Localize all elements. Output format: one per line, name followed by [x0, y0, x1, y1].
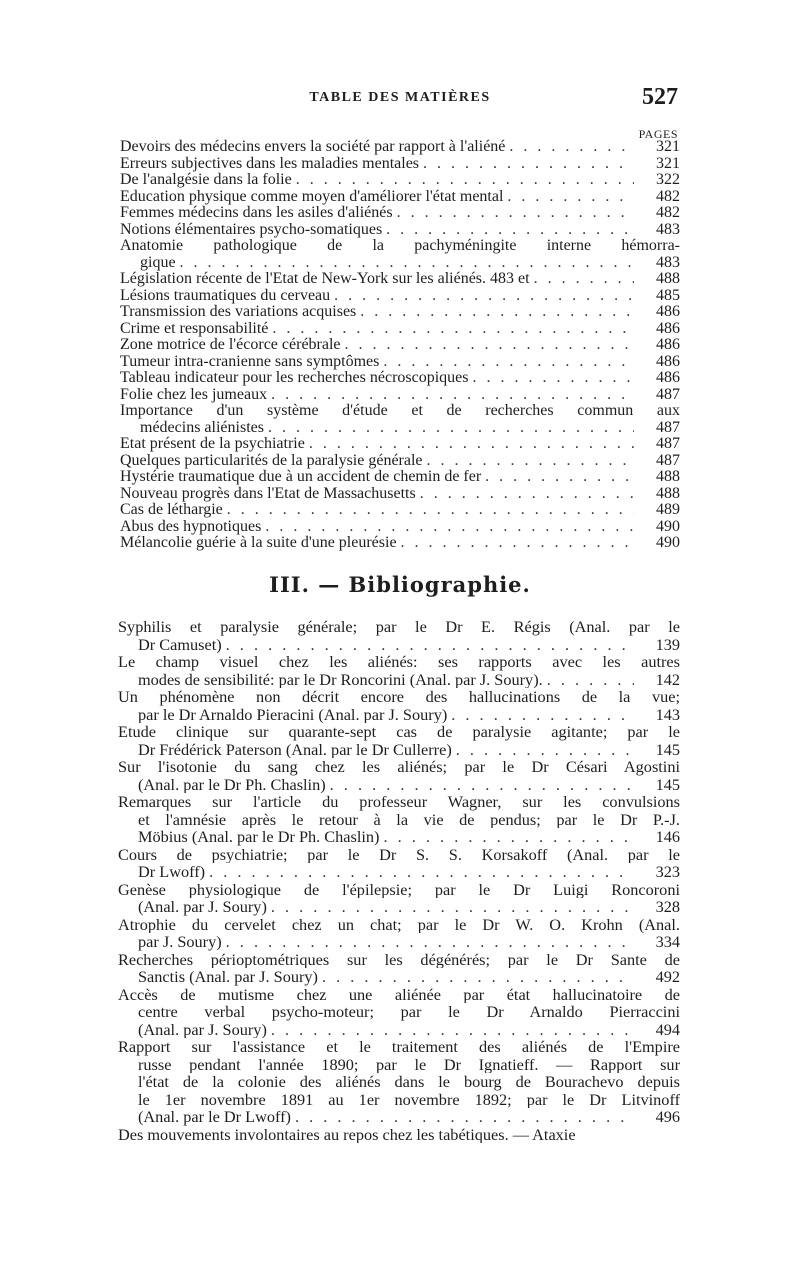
- entry-text: Quelques particularités de la paralysie générale: [120, 452, 423, 469]
- bibliography-entry: [118, 618, 680, 653]
- entry-line: [118, 723, 680, 741]
- entry-line: [118, 653, 680, 671]
- entry-text: Crime et responsabilité: [120, 320, 269, 337]
- dot-leader: [345, 337, 634, 354]
- page-ref: 487: [656, 452, 680, 469]
- page-ref: 486: [656, 353, 680, 370]
- entry-line: [120, 222, 680, 239]
- entry-line: [118, 706, 680, 724]
- entry-line: [118, 688, 680, 706]
- page-ref: 334: [655, 933, 680, 951]
- bibliography-entry: [118, 916, 680, 951]
- entry-text: Genèse physiologique de l'épilepsie; par le Dr Luigi Roncoroni: [118, 880, 680, 898]
- entry-line: [120, 205, 680, 222]
- toc-entry: [120, 535, 680, 552]
- page-ref: 145: [655, 740, 680, 758]
- entry-line: [120, 354, 680, 371]
- page-ref: 323: [655, 863, 680, 881]
- section-heading: III. — Bibliographie.: [269, 572, 531, 597]
- entry-text: Cas de léthargie: [120, 502, 223, 518]
- page-ref: 139: [655, 635, 680, 653]
- page-ref: 496: [655, 1108, 680, 1126]
- entry-line: [118, 811, 680, 829]
- entry-line: [120, 271, 680, 288]
- bibliography-entry: [118, 758, 680, 793]
- page-ref: 489: [656, 502, 680, 518]
- entry-line: [118, 1091, 680, 1109]
- toc-entry: [120, 238, 680, 271]
- entry-text: Tumeur intra-cranienne sans symptômes: [120, 353, 380, 370]
- entry-line: [120, 321, 680, 338]
- toc-entry: [120, 304, 680, 321]
- entry-line: [118, 968, 680, 986]
- page-ref: 483: [656, 221, 680, 238]
- entry-text: Sanctis (Anal. par J. Soury): [138, 968, 318, 986]
- entry-line: [118, 1073, 680, 1091]
- entry-line: [118, 916, 680, 934]
- toc-entry: [120, 271, 680, 288]
- entry-line: [120, 469, 680, 486]
- page-ref: 488: [656, 485, 680, 502]
- entry-text: Anatomie pathologique de la pachyméningite interne hémorra-: [120, 238, 680, 254]
- entry-text: Transmission des variations acquises: [120, 304, 357, 320]
- dot-leader: [507, 189, 634, 206]
- page-ref: 142: [655, 670, 680, 688]
- entry-line: [120, 519, 680, 536]
- entry-text: médecins aliénistes: [140, 419, 264, 436]
- entry-line: [118, 933, 680, 951]
- entry-text: (Anal. par J. Soury): [138, 1020, 267, 1038]
- toc-entry: [120, 354, 680, 371]
- page-ref: 494: [655, 1020, 680, 1038]
- entry-line: [120, 189, 680, 206]
- dot-leader: [226, 933, 634, 951]
- entry-line: [118, 776, 680, 794]
- pages-column-label: PAGES: [638, 127, 678, 141]
- entry-text: Folie chez les jumeaux: [120, 386, 268, 403]
- entry-text: Le champ visuel chez les aliénés: ses rapports avec les autres: [118, 653, 680, 671]
- entry-line: [120, 387, 680, 404]
- entry-text: Rapport sur l'assistance et le traitement des aliénés de l'Empire: [118, 1038, 680, 1056]
- dot-leader: [209, 863, 634, 881]
- page-ref: 321: [656, 139, 680, 155]
- toc-entry: [120, 139, 680, 156]
- entry-line: [120, 420, 680, 437]
- toc-entry: [120, 156, 680, 173]
- entry-line: [118, 636, 680, 654]
- entry-text: Tableau indicateur pour les recherches nécroscopiques: [120, 370, 469, 386]
- bibliography-entry: [118, 881, 680, 916]
- entry-text: par J. Soury): [138, 933, 222, 951]
- dot-leader: [296, 172, 634, 189]
- entry-text: Femmes médecins dans les asiles d'aliénés: [120, 205, 393, 221]
- page-ref: 486: [656, 337, 680, 353]
- dot-leader: [473, 370, 635, 387]
- entry-line: [118, 863, 680, 881]
- bibliography-entry: [118, 723, 680, 758]
- entry-line: [118, 898, 680, 916]
- dot-leader: [334, 288, 634, 305]
- entry-text: (Anal. par le Dr Ph. Chaslin): [138, 775, 326, 793]
- entry-text: le 1er novembre 1891 au 1er novembre 1892; par le Dr Litvinoff: [138, 1090, 680, 1108]
- entry-text: Dr Lwoff): [138, 863, 206, 881]
- entry-text: Hystérie traumatique due à un accident de chemin de fer: [120, 469, 482, 485]
- entry-text: Des mouvements involontaires au repos chez les tabétiques. — Ataxie: [118, 1125, 576, 1143]
- entry-line: [118, 1108, 680, 1126]
- page-ref: 490: [656, 535, 680, 551]
- toc-entry: [120, 205, 680, 222]
- entry-text: Dr Frédérick Paterson (Anal. par le Dr Cullerre): [138, 740, 452, 758]
- page-ref: 483: [656, 254, 680, 271]
- entry-text: Education physique comme moyen d'améliorer l'état mental: [120, 188, 504, 205]
- entry-text: et l'amnésie après le retour à la vie de pendus; par le Dr P.-J.: [138, 810, 680, 828]
- dot-leader: [423, 156, 634, 173]
- entry-line: [118, 951, 680, 969]
- page-ref: 486: [656, 370, 680, 386]
- entry-line: [118, 828, 680, 846]
- dot-leader: [268, 420, 634, 437]
- page-ref: 328: [655, 898, 680, 916]
- page-ref: 488: [656, 271, 680, 287]
- toc-entry: [120, 337, 680, 354]
- entry-text: Etat présent de la psychiatrie: [120, 436, 305, 452]
- entry-text: Importance d'un système d'étude et de recherches commun aux: [120, 403, 680, 419]
- entry-text: Devoirs des médecins envers la société par rapport à l'aliéné: [120, 139, 506, 155]
- dot-leader: [509, 139, 634, 156]
- toc-entry: [120, 189, 680, 206]
- entry-text: Atrophie du cervelet chez un chat; par le Dr W. O. Krohn (Anal.: [118, 915, 680, 933]
- dot-leader: [383, 828, 634, 846]
- page-number: 527: [642, 84, 678, 110]
- toc-entry: [120, 436, 680, 453]
- dot-leader: [271, 1021, 634, 1039]
- entry-line: [120, 255, 680, 272]
- entry-text: Dr Camuset): [138, 635, 222, 653]
- entry-text: De l'analgésie dans la folie: [120, 172, 292, 188]
- bibliography-list: [118, 618, 680, 1143]
- entry-text: modes de sensibilité: par le Dr Roncorini (Anal. par J. Soury).: [138, 670, 543, 688]
- toc-entry: [120, 288, 680, 305]
- entry-line: [120, 436, 680, 453]
- page-ref: 487: [656, 386, 680, 403]
- entry-line: [118, 986, 680, 1004]
- entry-text: Abus des hypnotiques: [120, 518, 262, 535]
- bibliography-entry: [118, 986, 680, 1039]
- entry-line: [120, 502, 680, 519]
- entry-line: [120, 304, 680, 321]
- entry-text: Syphilis et paralysie générale; par le Dr E. Régis (Anal. par le: [118, 618, 680, 636]
- bibliography-entry: [118, 688, 680, 723]
- table-of-contents-list: [120, 139, 680, 552]
- page-ref: 488: [656, 469, 680, 485]
- dot-leader: [272, 321, 634, 338]
- entry-text: (Anal. par le Dr Lwoff): [138, 1108, 291, 1126]
- page-ref: 482: [656, 188, 680, 205]
- entry-line: [118, 618, 680, 636]
- dot-leader: [401, 535, 634, 552]
- entry-line: [120, 403, 680, 420]
- entry-text: (Anal. par J. Soury): [138, 898, 267, 916]
- page-ref: 482: [656, 205, 680, 221]
- bibliography-entry: [118, 846, 680, 881]
- entry-text: Cours de psychiatrie; par le Dr S. S. Korsakoff (Anal. par le: [118, 845, 680, 863]
- entry-line: [120, 156, 680, 173]
- toc-entry: [120, 502, 680, 519]
- page-ref: 145: [655, 775, 680, 793]
- dot-leader: [383, 354, 634, 371]
- entry-line: [120, 172, 680, 189]
- entry-line: [118, 793, 680, 811]
- bibliography-entry: [118, 793, 680, 846]
- dot-leader: [386, 222, 634, 239]
- page-ref: 321: [656, 155, 680, 172]
- entry-text: Remarques sur l'article du professeur Wagner, sur les convulsions: [118, 793, 680, 811]
- dot-leader: [485, 469, 634, 486]
- entry-line: [120, 288, 680, 305]
- dot-leader: [456, 741, 634, 759]
- entry-line: [118, 1038, 680, 1056]
- toc-entry: [120, 387, 680, 404]
- entry-line: [118, 758, 680, 776]
- entry-line: [118, 741, 680, 759]
- entry-text: Un phénomène non décrit encore des hallucinations de la vue;: [118, 688, 680, 706]
- entry-text: Notions élémentaires psycho-somatiques: [120, 221, 383, 238]
- toc-entry: [120, 222, 680, 239]
- dot-leader: [451, 706, 634, 724]
- entry-line: [118, 671, 680, 689]
- toc-entry: [120, 453, 680, 470]
- entry-text: par le Dr Arnaldo Pieracini (Anal. par J. Soury): [138, 705, 448, 723]
- entry-line: [118, 846, 680, 864]
- page-ref: 322: [656, 172, 680, 188]
- dot-leader: [295, 1108, 634, 1126]
- entry-text: russe pendant l'année 1890; par le Dr Ignatieff. — Rapport sur: [138, 1055, 680, 1073]
- entry-line: [120, 139, 680, 156]
- dot-leader: [180, 255, 634, 272]
- entry-line: [120, 486, 680, 503]
- entry-line: [118, 881, 680, 899]
- page-ref: 492: [655, 968, 680, 986]
- bibliography-entry: [118, 653, 680, 688]
- entry-line: [120, 535, 680, 552]
- toc-entry: [120, 370, 680, 387]
- dot-leader: [330, 776, 634, 794]
- dot-leader: [265, 519, 634, 536]
- entry-text: Erreurs subjectives dans les maladies mentales: [120, 155, 420, 172]
- bibliography-entry: [118, 1126, 680, 1144]
- toc-entry: [120, 321, 680, 338]
- entry-text: gique: [140, 254, 176, 271]
- dot-leader: [226, 636, 634, 654]
- entry-line: [120, 238, 680, 255]
- entry-line: [118, 1021, 680, 1039]
- page-ref: 486: [656, 304, 680, 320]
- page-ref: 485: [656, 287, 680, 304]
- page-ref: 143: [655, 705, 680, 723]
- entry-text: Etude clinique sur quarante-sept cas de paralysie agitante; par le: [118, 723, 680, 741]
- entry-text: Sur l'isotonie du sang chez les aliénés; par le Dr Césari Agostini: [118, 758, 680, 776]
- page-ref: 490: [656, 518, 680, 535]
- toc-entry: [120, 403, 680, 436]
- entry-line: [120, 370, 680, 387]
- toc-entry: [120, 469, 680, 486]
- entry-text: Möbius (Anal. par le Dr Ph. Chaslin): [138, 828, 380, 846]
- entry-line: [120, 453, 680, 470]
- entry-line: [118, 1126, 680, 1144]
- toc-entry: [120, 486, 680, 503]
- entry-text: centre verbal psycho-moteur; par le Dr Arnaldo Pierraccini: [138, 1003, 680, 1021]
- page-ref: 486: [656, 320, 680, 337]
- entry-text: Lésions traumatiques du cerveau: [120, 287, 331, 304]
- entry-text: Nouveau progrès dans l'Etat de Massachusetts: [120, 485, 416, 502]
- dot-leader: [322, 968, 634, 986]
- dot-leader: [427, 453, 634, 470]
- entry-text: Zone motrice de l'écorce cérébrale: [120, 337, 341, 353]
- running-title: TABLE DES MATIÈRES: [309, 90, 491, 105]
- dot-leader: [271, 898, 634, 916]
- entry-text: Mélancolie guérie à la suite d'une pleurésie: [120, 535, 397, 551]
- page-ref: 487: [656, 436, 680, 452]
- dot-leader: [227, 502, 634, 519]
- page-ref: 487: [656, 419, 680, 436]
- entry-line: [118, 1003, 680, 1021]
- entry-text: Accès de mutisme chez une aliénée par état hallucinatoire de: [118, 985, 680, 1003]
- dot-leader: [534, 271, 634, 288]
- dot-leader: [360, 304, 634, 321]
- dot-leader: [547, 671, 634, 689]
- entry-text: Recherches périoptométriques sur les dégénérés; par le Dr Sante de: [118, 950, 680, 968]
- page-ref: 146: [655, 828, 680, 846]
- entry-text: Législation récente de l'Etat de New-York sur les aliénés. 483 et: [120, 271, 530, 287]
- dot-leader: [420, 486, 634, 503]
- toc-entry: [120, 519, 680, 536]
- bibliography-entry: [118, 1038, 680, 1126]
- bibliography-entry: [118, 951, 680, 986]
- entry-line: [120, 337, 680, 354]
- entry-line: [118, 1056, 680, 1074]
- toc-entry: [120, 172, 680, 189]
- dot-leader: [397, 205, 634, 222]
- dot-leader: [271, 387, 634, 404]
- entry-text: l'état de la colonie des aliénés dans le bourg de Bourachevo depuis: [138, 1073, 680, 1091]
- dot-leader: [309, 436, 634, 453]
